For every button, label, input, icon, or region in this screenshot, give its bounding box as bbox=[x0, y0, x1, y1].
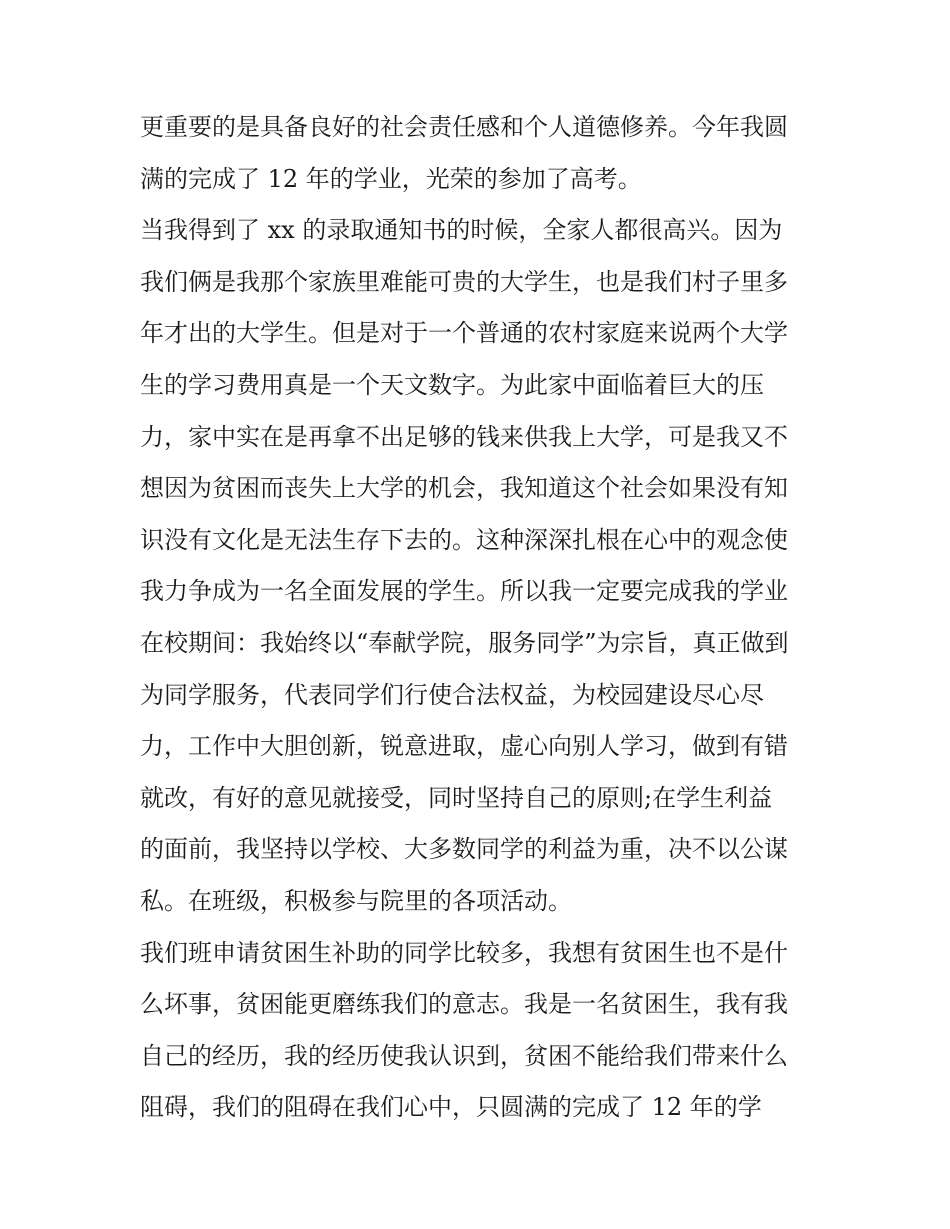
text-line: 就改，有好的意见就接受，同时坚持自己的原则;在学生利益 bbox=[140, 783, 773, 812]
text-line: 生的学习费用真是一个天文数字。为此家中面临着巨大的压 bbox=[140, 370, 764, 399]
body-text bbox=[140, 102, 820, 1134]
text-line: 想因为贫困而丧失上大学的机会，我知道这个社会如果没有知 bbox=[140, 474, 788, 503]
text-line: 识没有文化是无法生存下去的。这种深深扎根在心中的观念使 bbox=[140, 525, 788, 554]
text-line: 年才出的大学生。但是对于一个普通的农村家庭来说两个大学 bbox=[140, 319, 788, 348]
text-line: 我们班申请贫困生补助的同学比较多，我想有贫困生也不是什 bbox=[140, 938, 788, 967]
text-line: 满的完成了 12 年的学业，光荣的参加了高考。 bbox=[140, 164, 642, 193]
text-line: 更重要的是具备良好的社会责任感和个人道德修养。今年我圆 bbox=[140, 113, 788, 141]
text-line: 力，家中实在是再拿不出足够的钱来供我上大学，可是我又不 bbox=[140, 422, 788, 451]
text-line: 么坏事，贫困能更磨练我们的意志。我是一名贫困生，我有我 bbox=[140, 990, 788, 1019]
text-line: 阻碍，我们的阻碍在我们心中，只圆满的完成了 12 年的学 bbox=[140, 1093, 762, 1122]
text-line: 当我得到了 xx 的录取通知书的时候，全家人都很高兴。因为 bbox=[140, 216, 783, 245]
text-line: 我力争成为一名全面发展的学生。所以我一定要完成我的学业 bbox=[140, 577, 788, 606]
text-line: 私。在班级，积极参与院里的各项活动。 bbox=[140, 886, 572, 915]
text-line: 我们俩是我那个家族里难能可贵的大学生，也是我们村子里多 bbox=[140, 267, 788, 296]
text-line: 自己的经历，我的经历使我认识到，贫困不能给我们带来什么 bbox=[140, 1041, 788, 1070]
text-line: 为同学服务，代表同学们行使合法权益，为校园建设尽心尽 bbox=[140, 680, 764, 709]
text-line: 力，工作中大胆创新，锐意进取，虚心向别人学习，做到有错 bbox=[140, 732, 788, 761]
text-line: 在校期间：我始终以“奉献学院，服务同学”为宗旨，真正做到 bbox=[140, 628, 789, 657]
text-line: 的面前，我坚持以学校、大多数同学的利益为重，决不以公谋 bbox=[140, 835, 788, 864]
